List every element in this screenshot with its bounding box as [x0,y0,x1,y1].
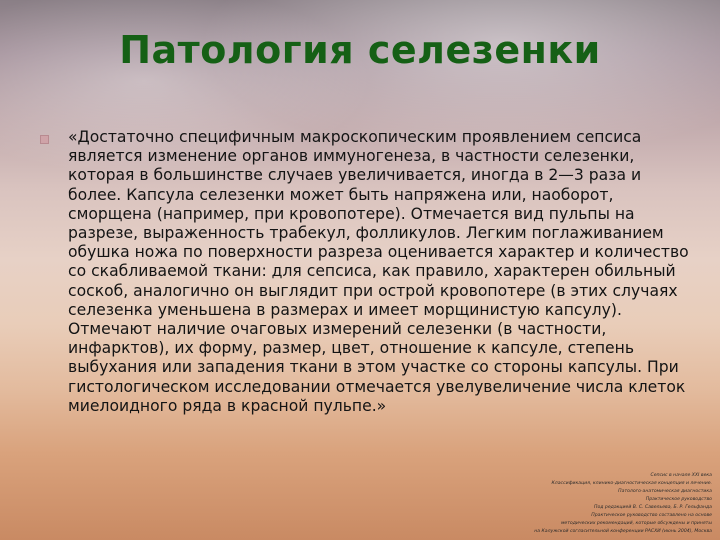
bullet-text: «Достаточно специфичным макроскопическим проявлением сепсиса является изменение органов иммуногенеза, в частности селезенки, которая в большинстве случаев увеличивается, иногда в 2—3 раза и более. Капсула селезенки может быть напряжена или, наоборот, сморщена (например, при кровопотере). Отмечается вид пульпы на разрезе, выраженность трабекул, фолликулов. Легким поглаживанием обушка ножа по поверхности разреза оценивается характер и количество со скабливаемой ткани: для сепсиса, как правило, характерен обильный соскоб, аналогично он выглядит при острой кровопотере (в этих случаях селезенка уменьшена в размерах и имеет морщинистую капсулу). Отмечают наличие очаговых измерений селезенки (в частности, инфарктов), их форму, размер, цвет, отношение к капсуле, степень выбухания или западения ткани в этом участке со стороны капсулы. При гистологическом исследовании отмечается увелувеличение числа клеток миелоидного ряда в красной пульпе.» [68,128,689,415]
footnote-line: методических рекомендаций, которые обсуждены и приняты [560,521,712,526]
source-footnote [412,472,712,536]
footnote-line: Практическое руководство составлено на основе [591,513,712,518]
bullet-list [40,128,700,416]
footnote-line: на Калужской согласительной конференции РАСХИ (июнь 2004), Москва [534,529,712,534]
bullet-square-icon [40,135,49,144]
footnote-line: Классификация, клинико-диагностическая концепция и лечение. [551,481,712,486]
footnote-line: Под редакцией В. С. Савельева, Б. Р. Гельфанда [594,505,712,510]
footnote-line: Сепсис в начале XXI века [650,473,712,478]
footnote-line: Практическое руководство [645,497,712,502]
footnote-line: Патолого-анатомическая диагностика [618,489,712,494]
slide-title: Патология селезенки [119,28,601,72]
